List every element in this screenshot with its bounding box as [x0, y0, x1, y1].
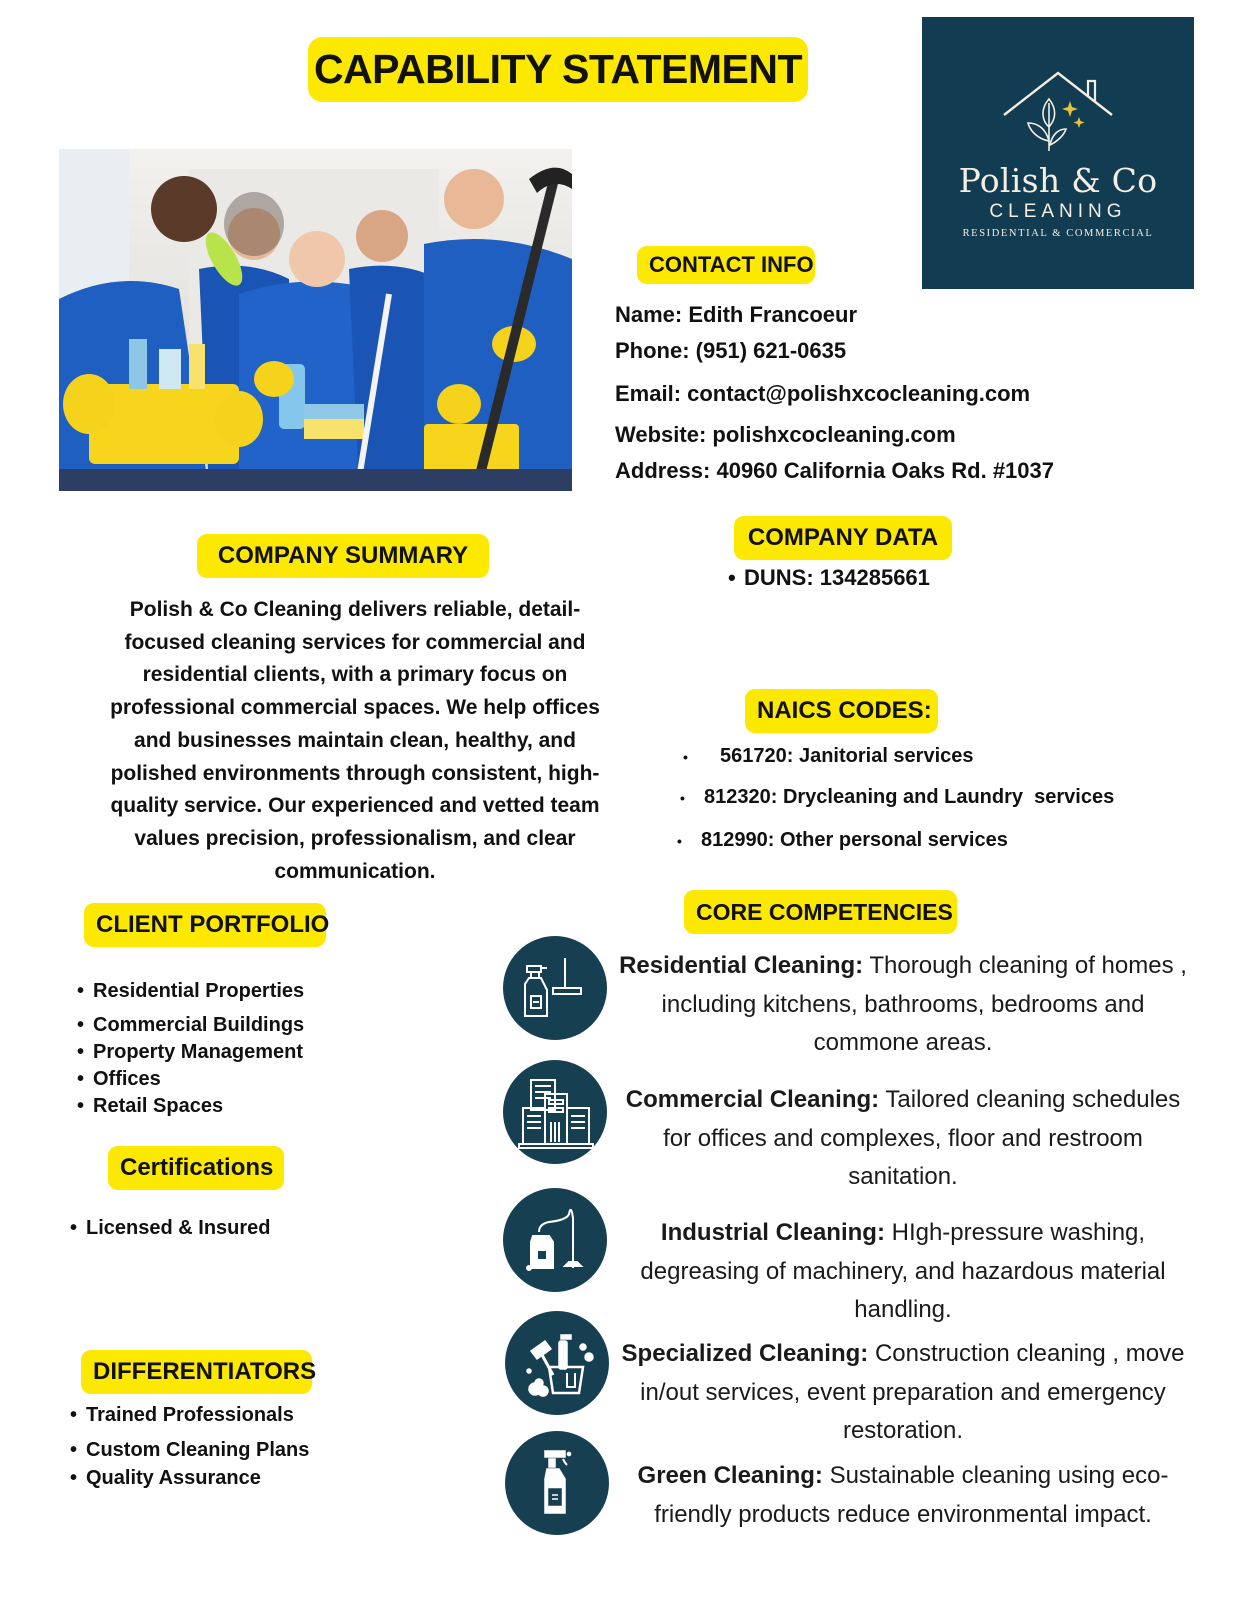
company-summary-text: Polish & Co Cleaning delivers reliable, detail-focused cleaning services for commercial and residential clients, with a primary focus on professional commercial spaces. We help offices and businesses maintain clean, healthy, and polished environments through consistent, high-quality service. Our experienced and vetted team values precision, professionalism, and clear communication. — [110, 598, 600, 883]
company-summary-heading: COMPANY SUMMARY — [197, 534, 489, 578]
logo-tagline: RESIDENTIAL & COMMERCIAL — [962, 228, 1154, 239]
portfolio-item: • Residential Properties — [77, 980, 305, 1002]
portfolio-item-text: Retail Spaces — [93, 1095, 224, 1117]
contact-website[interactable]: Website: polishxcocleaning.com — [615, 422, 956, 447]
competency-description: Thorough cleaning of homes , including kitchens, bathrooms, bedrooms and commone areas. — [661, 952, 1187, 1056]
cleaning-bucket-icon — [505, 1311, 609, 1415]
company-data-heading: COMPANY DATA — [734, 516, 952, 560]
naics-item: • 561720: Janitorial services — [683, 745, 974, 767]
portfolio-item: • Offices — [77, 1068, 161, 1090]
certifications-heading: Certifications — [108, 1146, 284, 1190]
portfolio-item-text: Property Management — [93, 1041, 304, 1063]
certification-item: • Licensed & Insured — [70, 1217, 271, 1239]
portfolio-item-text: Commercial Buildings — [93, 1014, 305, 1036]
contact-phone[interactable]: Phone: (951) 621-0635 — [615, 338, 847, 363]
competency-description: Construction cleaning , move in/out services, event preparation and emergency restoration. — [640, 1340, 1185, 1444]
competency-residential — [618, 947, 1188, 1063]
competency-description: HIgh-pressure washing, degreasing of machinery, and hazardous material handling. — [640, 1219, 1166, 1323]
portfolio-item-text: Offices — [93, 1068, 161, 1090]
competency-title: Commercial Cleaning: — [625, 1086, 880, 1113]
differentiator-item-text: Trained Professionals — [86, 1404, 294, 1426]
competency-commercial — [618, 1081, 1188, 1197]
portfolio-item: • Retail Spaces — [77, 1095, 224, 1117]
spray-bottle-squeegee-icon — [503, 936, 607, 1040]
competency-description: Tailored cleaning schedules for offices and complexes, floor and restroom sanitation. — [663, 1086, 1181, 1190]
core-competencies-heading: CORE COMPETENCIES — [684, 890, 957, 934]
differentiator-item-text: Quality Assurance — [86, 1467, 261, 1489]
logo-brand-name: Polish & Co — [958, 161, 1158, 200]
logo-subtitle: CLEANING — [989, 201, 1127, 222]
naics-heading: NAICS CODES: — [745, 689, 938, 733]
client-portfolio-heading: CLIENT PORTFOLIO — [84, 903, 326, 947]
differentiator-item: • Trained Professionals — [70, 1404, 294, 1426]
competency-title: Residential Cleaning: — [619, 952, 864, 979]
portfolio-item: • Commercial Buildings — [77, 1014, 305, 1036]
contact-info-heading: CONTACT INFO — [637, 246, 815, 284]
contact-address: Address: 40960 California Oaks Rd. #1037 — [615, 458, 1054, 483]
contact-name: Name: Edith Francoeur — [615, 302, 858, 327]
naics-item: • 812990: Other personal services — [677, 829, 1008, 851]
competency-title: Green Cleaning: — [637, 1462, 823, 1489]
vacuum-cleaner-icon — [503, 1188, 607, 1292]
team-photo-illustration — [59, 149, 572, 491]
duns-number: DUNS: 134285661 — [744, 565, 930, 590]
naics-item-text: 812320: Drycleaning and Laundry services — [704, 786, 1115, 808]
naics-item-text: 812990: Other personal services — [701, 829, 1008, 851]
competency-description: Sustainable cleaning using eco-friendly products reduce environmental impact. — [654, 1462, 1169, 1528]
competency-title: Industrial Cleaning: — [660, 1219, 885, 1246]
naics-item: • 812320: Drycleaning and Laundry services — [680, 786, 1115, 808]
office-buildings-icon — [503, 1060, 607, 1164]
competency-industrial — [618, 1214, 1188, 1330]
page-title: CAPABILITY STATEMENT — [308, 37, 808, 102]
company-logo — [922, 17, 1194, 289]
differentiator-item-text: Custom Cleaning Plans — [86, 1439, 310, 1461]
portfolio-item: • Property Management — [77, 1041, 304, 1063]
company-data-item — [728, 565, 930, 591]
team-photo — [59, 149, 572, 491]
naics-item-text: 561720: Janitorial services — [720, 745, 974, 767]
bullet: • — [728, 565, 736, 590]
certification-item-text: Licensed & Insured — [86, 1217, 271, 1239]
house-leaf-icon — [1000, 69, 1116, 161]
differentiator-item: • Custom Cleaning Plans — [70, 1439, 310, 1461]
contact-email[interactable]: Email: contact@polishxcocleaning.com — [615, 381, 1031, 406]
spray-bottle-icon — [505, 1431, 609, 1535]
competency-green — [618, 1457, 1188, 1534]
differentiator-item: • Quality Assurance — [70, 1467, 261, 1489]
competency-specialized — [618, 1335, 1188, 1451]
differentiators-heading: DIFFERENTIATORS — [81, 1350, 312, 1394]
portfolio-item-text: Residential Properties — [93, 980, 305, 1002]
competency-title: Specialized Cleaning: — [621, 1340, 869, 1367]
